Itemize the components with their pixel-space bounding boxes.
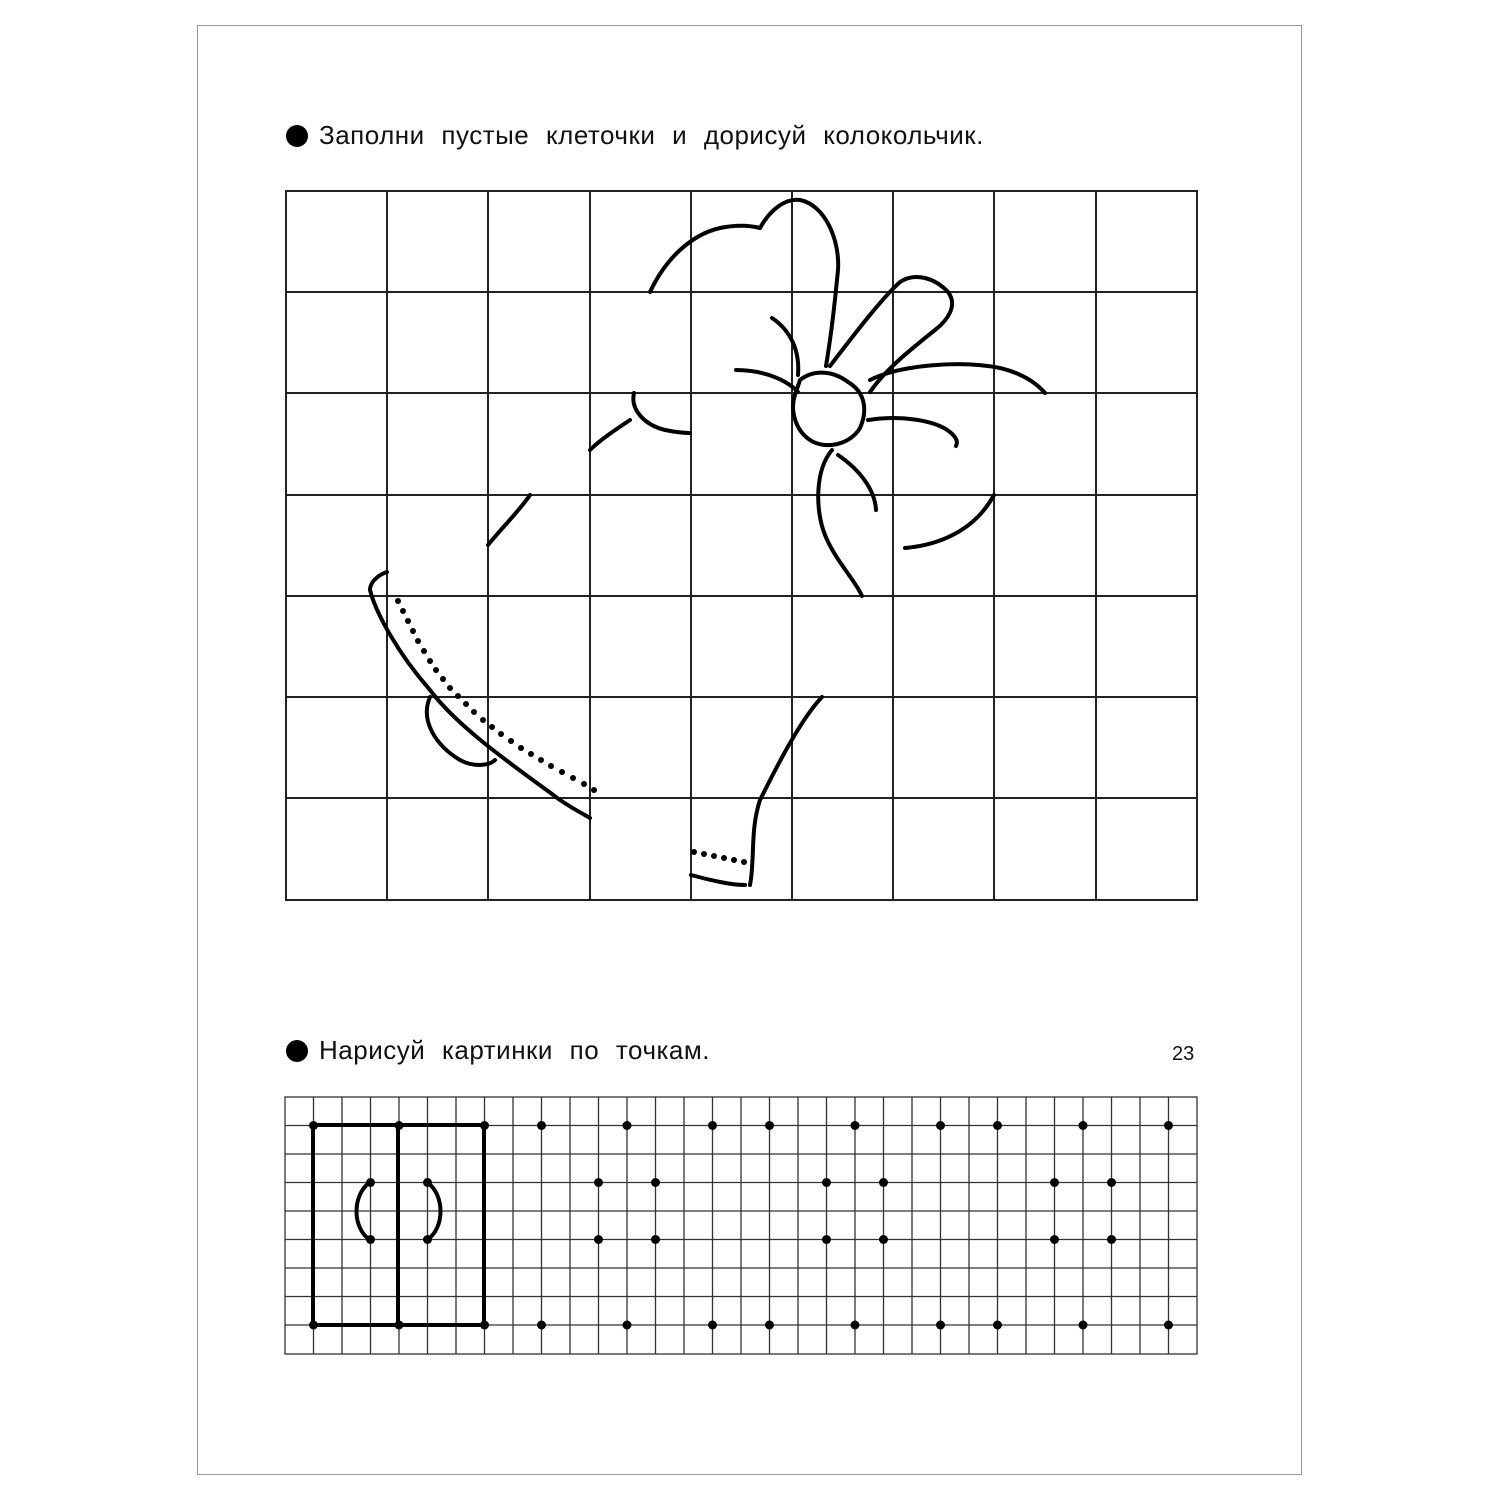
task-1-text: Заполни пустые клеточки и дорисуй колокольчик.: [319, 120, 984, 150]
guide-dot: [623, 1121, 632, 1130]
guide-dot: [423, 1235, 432, 1244]
bow-right-lobe: [870, 364, 1045, 393]
bow-right-upper-loop: [830, 277, 952, 392]
task-2-text: Нарисуй картинки по точкам.: [319, 1035, 710, 1065]
guide-dot: [537, 1321, 546, 1330]
bow-lower-line: [838, 455, 876, 510]
bow-stroke-b: [736, 370, 798, 392]
guide-dot: [936, 1121, 945, 1130]
bullet-icon: [286, 1040, 308, 1062]
guide-dot: [765, 1321, 774, 1330]
bell-clapper: [427, 697, 495, 765]
guide-dot: [708, 1121, 717, 1130]
dot-grid-verticals: [314, 1097, 1169, 1354]
bell-bottom-right: [691, 875, 745, 885]
guide-dot: [879, 1178, 888, 1187]
guide-dot: [1079, 1321, 1088, 1330]
guide-dot: [1050, 1235, 1059, 1244]
guide-dot: [993, 1121, 1002, 1130]
sample-picture: [313, 1125, 484, 1325]
guide-dot: [480, 1121, 489, 1130]
bell-right-side: [750, 697, 822, 885]
bow-knot: [793, 373, 864, 446]
guide-dot: [395, 1121, 404, 1130]
guide-dot: [366, 1235, 375, 1244]
bow-right-tail: [868, 418, 957, 446]
grid-lines: [286, 191, 1197, 900]
guide-dot: [309, 1121, 318, 1130]
bell-drawing: [370, 200, 1045, 885]
task-2-instruction: [286, 1035, 710, 1066]
bell-body-left: [590, 420, 630, 450]
guide-dot: [879, 1235, 888, 1244]
guide-dot: [765, 1121, 774, 1130]
guide-dot: [423, 1178, 432, 1187]
guide-dot: [594, 1235, 603, 1244]
bell-left-upper: [633, 393, 690, 433]
guide-dot: [993, 1321, 1002, 1330]
guide-dot: [822, 1235, 831, 1244]
bell-dotted-rim: [395, 598, 747, 865]
guide-dot: [309, 1321, 318, 1330]
guide-dot: [822, 1178, 831, 1187]
guide-dot: [1164, 1121, 1173, 1130]
guide-dot: [851, 1321, 860, 1330]
guide-dot: [651, 1178, 660, 1187]
guide-dot: [708, 1321, 717, 1330]
guide-dot: [1079, 1121, 1088, 1130]
guide-dot: [480, 1321, 489, 1330]
guide-dot: [1107, 1178, 1116, 1187]
guide-dot: [651, 1235, 660, 1244]
guide-dot: [1050, 1178, 1059, 1187]
guide-dot: [851, 1121, 860, 1130]
bow-stroke-a: [772, 318, 798, 375]
guide-dot: [537, 1121, 546, 1130]
bow-lower-right-lobe: [905, 495, 994, 548]
guide-dot: [1107, 1235, 1116, 1244]
guide-dot: [623, 1321, 632, 1330]
bell-mid-left: [488, 495, 530, 545]
bow-top-loop: [760, 200, 838, 366]
guide-dot: [366, 1178, 375, 1187]
page-number: 23: [1172, 1043, 1195, 1065]
guide-dot: [1164, 1321, 1173, 1330]
guide-dot: [936, 1321, 945, 1330]
bell-top-arc: [650, 226, 760, 292]
guide-dot: [594, 1178, 603, 1187]
guide-dot: [395, 1321, 404, 1330]
